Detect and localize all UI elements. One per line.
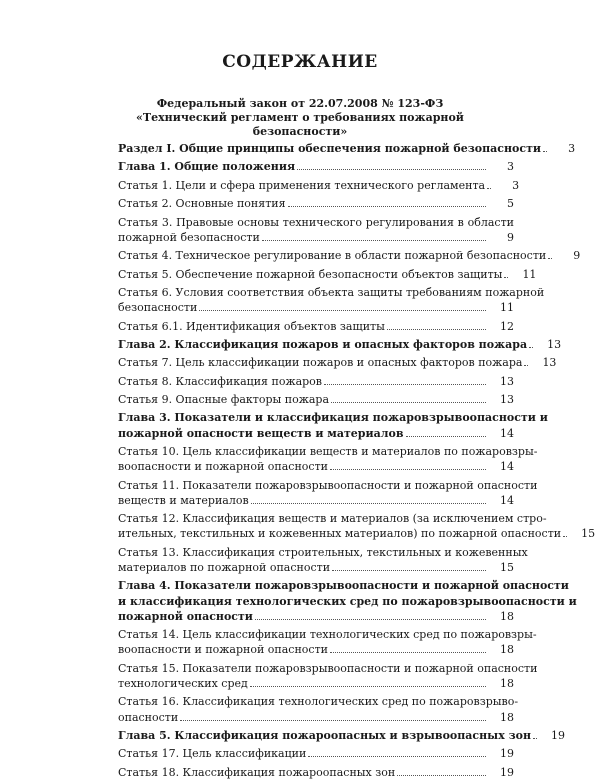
toc-entry-text-line: воопасности и пожарной опасности: [118, 643, 329, 657]
toc-entry-text-line: Статья 2. Основные понятия: [118, 197, 286, 211]
toc-page-number: 13: [500, 374, 514, 388]
toc-page-number: 18: [500, 643, 514, 657]
toc-page-number: 18: [500, 710, 514, 724]
toc-page-number: 19: [500, 765, 514, 779]
toc-dot-leader: [524, 365, 528, 366]
toc-entry-text-line: ительных, текстильных и кожевенных материалов) по пожарной опасности: [118, 527, 562, 541]
toc-article-entry[interactable]: [118, 694, 519, 724]
toc-page-number: 18: [500, 677, 514, 691]
page-title: СОДЕРЖАНИЕ: [222, 52, 378, 72]
toc-article-entry[interactable]: [118, 627, 537, 657]
toc-page-number: 3: [568, 142, 576, 155]
toc-chapter-entry[interactable]: [118, 159, 514, 174]
toc-entry-text-line: Глава 2. Классификация пожаров и опасных факторов пожара: [118, 337, 528, 351]
toc-dot-leader: [308, 756, 486, 757]
toc-dot-leader: [533, 738, 537, 739]
toc-page-number: 3: [512, 178, 520, 192]
toc-dot-leader: [199, 310, 486, 311]
toc-article-entry[interactable]: [118, 178, 520, 193]
toc-entry-text-line: опасности: [118, 710, 179, 724]
toc-dot-leader: [262, 240, 486, 241]
toc-entry-text-line: Статья 13. Классификация строительных, текстильных и кожевенных: [118, 545, 528, 559]
toc-article-entry[interactable]: [118, 478, 538, 508]
toc-article-entry[interactable]: [118, 661, 538, 691]
toc-entry-text-line: Глава 5. Классификация пожароопасных и взрывоопасных зон: [118, 729, 531, 743]
toc-article-entry[interactable]: [118, 765, 514, 780]
toc-entry-text-line: Глава 1. Общие положения: [118, 160, 296, 174]
toc-entry-text-line: Статья 18. Классификация пожароопасных зон: [118, 765, 396, 779]
toc-entry-text-line: пожарной безопасности: [118, 230, 260, 244]
toc-article-entry[interactable]: [118, 285, 545, 315]
toc-entry-text-line: Статья 12. Классификация веществ и материалов (за исключением стро-: [118, 512, 547, 526]
toc-entry-text-line: Статья 11. Показатели пожаровзрывоопасности и пожарной опасности: [118, 478, 538, 492]
toc-dot-leader: [529, 347, 533, 348]
toc-entry-text-line: Статья 10. Цель классификации веществ и материалов по пожаровзры-: [118, 445, 538, 459]
toc-page-number: 15: [581, 527, 596, 541]
toc-article-entry[interactable]: [118, 746, 514, 761]
toc-entry-text-line: Статья 5. Обеспечение пожарной безопасности объектов защиты: [118, 267, 503, 281]
toc-entry-text-line: Статья 17. Цель классификации: [118, 747, 307, 761]
toc-chapter-entry[interactable]: [118, 578, 577, 624]
toc-entry-text-line: Статья 15. Показатели пожаровзрывоопасности и пожарной опасности: [118, 661, 538, 675]
toc-article-entry[interactable]: [118, 215, 514, 245]
toc-page-number: 3: [507, 160, 514, 174]
toc-page-number: 19: [500, 747, 514, 761]
toc-page-number: 15: [500, 561, 514, 575]
toc-entry-text-line: Статья 9. Опасные факторы пожара: [118, 393, 329, 407]
toc-page-number: 11: [500, 301, 514, 315]
toc-entry-text-line: Статья 6.1. Идентификация объектов защиты: [118, 319, 385, 333]
toc-entry-text-line: и классификация технологических сред по пожаровзрывоопасности и: [118, 594, 577, 608]
toc-article-entry[interactable]: [118, 511, 596, 541]
toc-page-number: 14: [500, 426, 514, 440]
toc-article-entry[interactable]: [118, 545, 528, 575]
toc-dot-leader: [297, 169, 486, 170]
toc-entry-text-line: материалов по пожарной опасности: [118, 561, 331, 575]
toc-page-number: 14: [500, 460, 514, 474]
toc-article-entry[interactable]: [118, 355, 557, 370]
toc-dot-leader: [406, 436, 486, 437]
toc-chapter-entry[interactable]: [118, 410, 548, 440]
toc-chapter-entry[interactable]: [118, 337, 562, 352]
toc-entry-text-line: технологических сред: [118, 677, 248, 691]
toc-entry-text-line: Статья 8. Классификация пожаров: [118, 374, 322, 388]
toc-page-number: 13: [547, 337, 562, 351]
toc-entry-text-line: веществ и материалов: [118, 493, 249, 507]
toc-entry-text-line: пожарной опасности веществ и материалов: [118, 426, 404, 440]
subtitle-law-title: «Технический регламент о требованиях пожарной безопасности»: [136, 111, 464, 138]
toc-article-entry[interactable]: [118, 319, 514, 334]
toc-entry-text-line: Раздел I. Общие принципы обеспечения пожарной безопасности: [118, 142, 542, 155]
toc-entry-text-line: Статья 4. Техническое регулирование в области пожарной безопасности: [118, 249, 547, 263]
toc-article-entry[interactable]: [118, 374, 514, 389]
toc-page-number: 18: [500, 609, 514, 623]
toc-entry-text-line: пожарной опасности: [118, 609, 253, 623]
toc-dot-leader: [332, 570, 486, 571]
toc-entry-text-line: Статья 3. Правовые основы технического регулирования в области: [118, 215, 514, 229]
toc-entry-text-line: безопасности: [118, 301, 198, 315]
toc-page-number: 5: [507, 197, 514, 211]
toc-dot-leader: [251, 503, 486, 504]
toc-dot-leader: [548, 258, 552, 259]
toc-article-entry[interactable]: [118, 196, 514, 211]
toc-page-number: 11: [522, 267, 537, 281]
toc-dot-leader: [255, 619, 486, 620]
toc-chapter-entry[interactable]: [118, 728, 565, 743]
toc-chapter-entry[interactable]: [118, 141, 576, 156]
toc-dot-leader: [288, 206, 486, 207]
toc-page-number: 12: [500, 319, 514, 333]
toc-dot-leader: [504, 277, 508, 278]
toc-dot-leader: [487, 188, 491, 189]
toc-article-entry[interactable]: [118, 392, 514, 407]
toc-dot-leader: [543, 151, 547, 152]
toc-dot-leader: [331, 402, 486, 403]
table-of-contents: [118, 141, 596, 783]
toc-dot-leader: [324, 384, 486, 385]
toc-entry-text-line: Глава 3. Показатели и классификация пожаровзрывоопасности и: [118, 411, 548, 425]
toc-page-number: 19: [551, 729, 565, 743]
toc-article-entry[interactable]: [118, 248, 581, 263]
toc-dot-leader: [250, 686, 486, 687]
toc-entry-text-line: Статья 14. Цель классификации технологических сред по пожаровзры-: [118, 628, 537, 642]
toc-article-entry[interactable]: [118, 267, 537, 282]
toc-page-number: 13: [500, 393, 514, 407]
subtitle-law-number: Федеральный закон от 22.07.2008 № 123-ФЗ: [156, 97, 444, 110]
toc-page-number: 14: [500, 493, 514, 507]
toc-dot-leader: [180, 720, 486, 721]
toc-dot-leader: [563, 536, 567, 537]
toc-dot-leader: [397, 775, 486, 776]
toc-dot-leader: [330, 652, 486, 653]
toc-dot-leader: [330, 469, 486, 470]
toc-entry-text-line: Статья 6. Условия соответствия объекта защиты требованиям пожарной: [118, 285, 545, 299]
toc-entry-text-line: воопасности и пожарной опасности: [118, 460, 329, 474]
toc-article-entry[interactable]: [118, 444, 538, 474]
toc-page-number: 13: [542, 356, 557, 370]
toc-page-number: 9: [507, 230, 514, 244]
toc-entry-text-line: Глава 4. Показатели пожаровзрывоопасности и пожарной опасности: [118, 579, 569, 593]
toc-entry-text-line: Статья 16. Классификация технологических сред по пожаровзрыво-: [118, 695, 519, 709]
toc-page-number: 9: [573, 249, 581, 263]
toc-entry-text-line: Статья 7. Цель классификации пожаров и опасных факторов пожара: [118, 356, 523, 370]
toc-dot-leader: [387, 329, 486, 330]
toc-entry-text-line: Статья 1. Цели и сфера применения технического регламента: [118, 178, 486, 192]
